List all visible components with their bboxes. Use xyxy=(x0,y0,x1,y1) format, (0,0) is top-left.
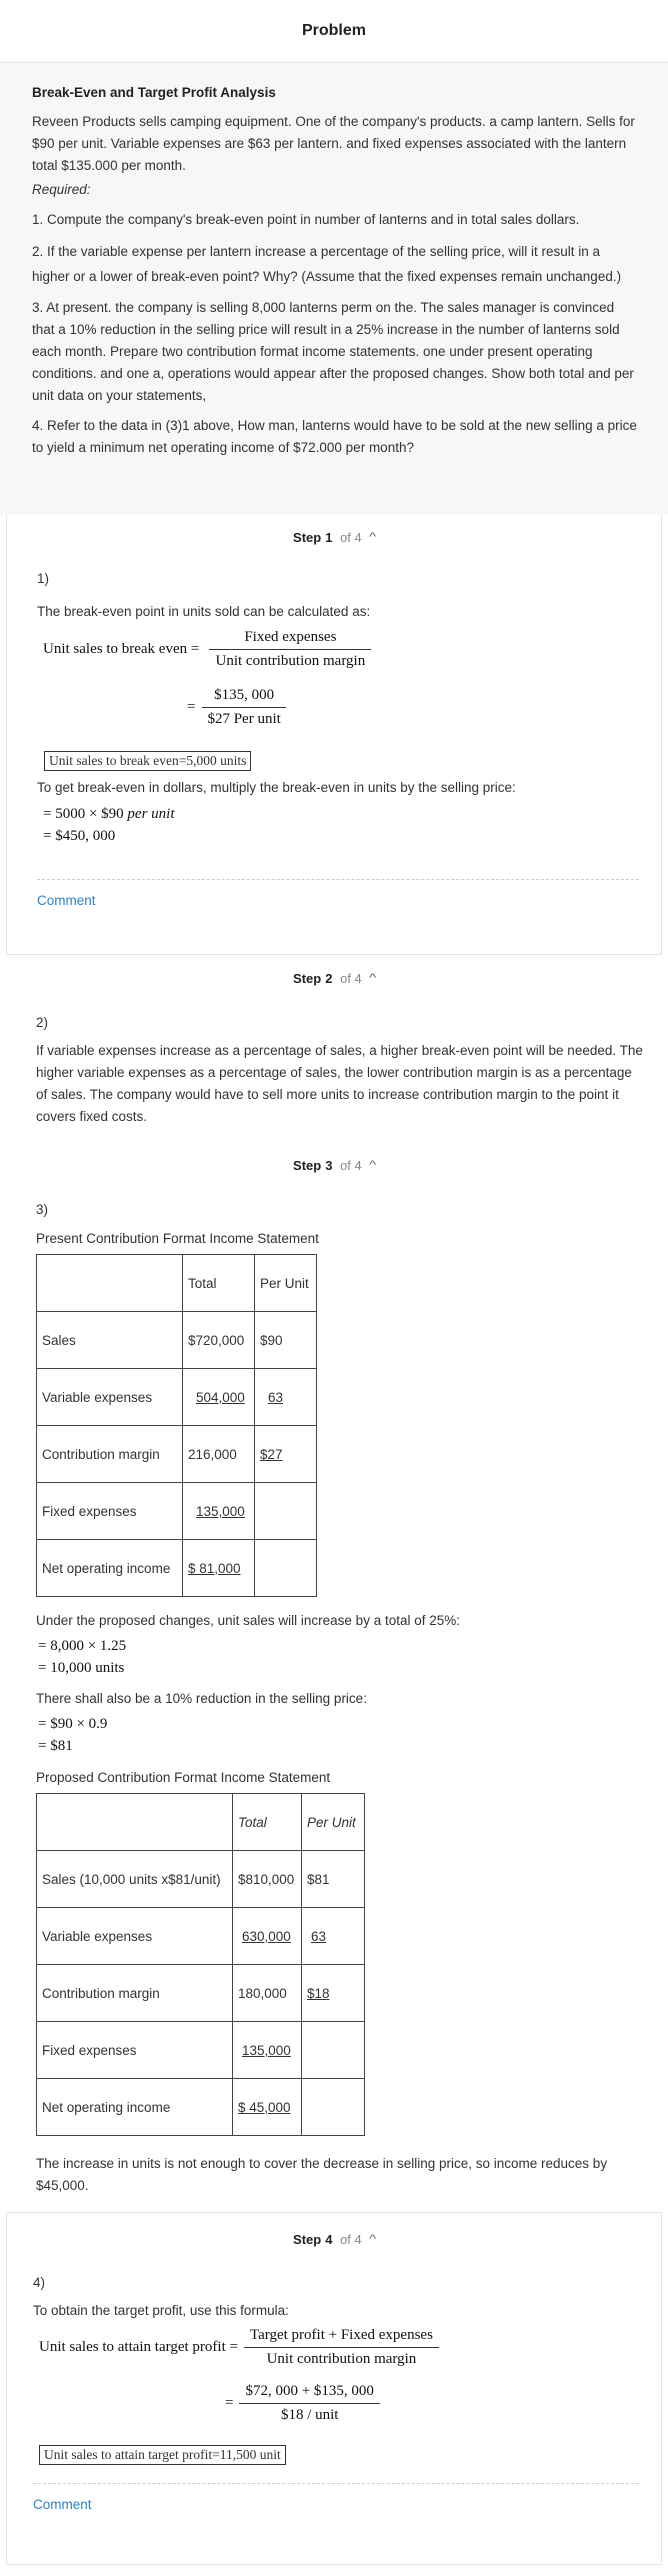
units-increase-text: Under the proposed changes, unit sales will increase by a total of 25%: xyxy=(36,1613,460,1628)
step-3-label: Step xyxy=(293,1157,322,1173)
table-header-cell xyxy=(37,1255,183,1312)
table-cell: 180,000 xyxy=(233,1965,302,2022)
table-cell: $720,000 xyxy=(183,1312,255,1369)
table-row xyxy=(37,2079,365,2136)
equals-sign: = xyxy=(229,2339,238,2355)
step-4-number: 4 xyxy=(325,2231,333,2247)
table-cell: Fixed expenses xyxy=(37,2022,233,2079)
calc-line-2: = $81 xyxy=(38,1738,73,1754)
table-row xyxy=(37,1426,317,1483)
chevron-up-icon[interactable]: ^ xyxy=(368,531,376,543)
break-even-result: Unit sales to break even=5,000 units xyxy=(44,751,251,771)
table-cell: Fixed expenses xyxy=(37,1483,183,1540)
table-row xyxy=(37,1908,365,1965)
step-1-number-label: 1) xyxy=(37,571,50,586)
fraction-values xyxy=(239,2383,379,2424)
fraction-values xyxy=(201,687,286,728)
step-2-label: Step xyxy=(293,970,322,986)
page-title: Problem xyxy=(301,22,366,39)
step-1-text: The break-even point in units sold can be calculated as: xyxy=(37,604,371,619)
fraction-numerator: Fixed expenses xyxy=(209,629,371,650)
table-row xyxy=(37,1483,317,1540)
fraction-general xyxy=(209,629,371,670)
fraction-numerator: $72, 000 + $135, 000 xyxy=(239,2383,379,2404)
table-cell: 63 xyxy=(311,1928,327,1944)
table-header-cell: Per Unit xyxy=(255,1255,317,1312)
step-1-number: 1 xyxy=(325,529,333,545)
table-cell: Net operating income xyxy=(37,2079,233,2136)
step-1-header[interactable] xyxy=(7,527,661,547)
fraction-denominator: Unit contribution margin xyxy=(266,2351,417,2367)
step-1-section xyxy=(6,515,662,955)
table-cell: $810,000 xyxy=(233,1851,302,1908)
fraction-numerator: $135, 000 xyxy=(202,687,286,708)
table-cell xyxy=(302,2079,365,2136)
break-even-formula xyxy=(43,629,371,670)
fraction-numerator: Target profit + Fixed expenses xyxy=(244,2327,439,2348)
break-even-dollars-calc xyxy=(43,803,175,847)
table-cell: 504,000 xyxy=(196,1389,245,1405)
step-1-dollars-text: To get break-even in dollars, multiply the break-even in units by the selling price: xyxy=(37,780,516,795)
fraction-general xyxy=(244,2327,439,2368)
step-3-of: of 4 xyxy=(340,1157,362,1173)
step-3-conclusion: The increase in units is not enough to cover the decrease in selling price, so income reduces by $45,000. xyxy=(36,2156,608,2193)
step-2-text: If variable expenses increase as a percentage of sales, a higher break-even point will be needed. The higher variable expenses as a percentage of sales, the lower contribution margin is as a percentage of sales. The company would have to sell more units to increase contribution margin to the point it covers fixed costs. xyxy=(36,1043,643,1124)
table-cell: 216,000 xyxy=(183,1426,255,1483)
present-statement-title: Present Contribution Format Income Statement xyxy=(36,1231,319,1246)
step-4-label: Step xyxy=(293,2231,322,2247)
table-cell: $90 xyxy=(255,1312,317,1369)
table-cell: Variable expenses xyxy=(37,1908,233,1965)
equals-sign: = xyxy=(225,2395,234,2411)
table-cell: $18 xyxy=(307,1985,330,2001)
calc-unit: per unit xyxy=(127,806,175,822)
step-4-of: of 4 xyxy=(340,2231,362,2247)
formula-lhs: Unit sales to attain target profit xyxy=(39,2339,226,2355)
calc-line-1: = $90 × 0.9 xyxy=(38,1716,108,1732)
problem-title: Break-Even and Target Profit Analysis xyxy=(32,85,276,100)
question-3: 3. At present. the company is selling 8,000 lanterns perm on the. The sales manager is convinced that a 10% reduction in the selling price will result in a 25% increase in the number of lanterns sold each month. Prepare two contribution format income statements. one under present operating conditions. and one a, operations would appear after the proposed changes. Show both total and per unit data on your statements, xyxy=(32,300,634,403)
table-cell: $ 45,000 xyxy=(238,2099,291,2115)
table-row xyxy=(37,1312,317,1369)
price-calc xyxy=(38,1713,107,1757)
step-3-section xyxy=(0,1150,668,2210)
table-row xyxy=(37,1540,317,1597)
table-cell: Contribution margin xyxy=(37,1965,233,2022)
table-cell: Contribution margin xyxy=(37,1426,183,1483)
formula-lhs: Unit sales to break even xyxy=(43,641,188,657)
table-cell: Net operating income xyxy=(37,1540,183,1597)
table-row xyxy=(37,1369,317,1426)
table-cell: 135,000 xyxy=(196,1503,245,1519)
step-2-section xyxy=(0,955,668,1150)
question-2: 2. If the variable expense per lantern increase a percentage of the selling price, will it result in a higher or a lower of break-even point? Why? (Assume that the fixed expenses remain unchanged.) xyxy=(32,244,622,284)
step-1-label: Step xyxy=(293,529,322,545)
table-cell: $81 xyxy=(302,1851,365,1908)
calc-line-1: = 8,000 × 1.25 xyxy=(38,1638,127,1654)
problem-intro: Reveen Products sells camping equipment. One of the company's products. a camp lantern. Sells for $90 per unit. Variable expenses are $63 per lantern. and fixed expenses associated with the lantern total $135.000 per month. xyxy=(32,114,635,173)
table-cell xyxy=(302,2022,365,2079)
present-income-table xyxy=(36,1254,317,1597)
question-4: 4. Refer to the data in (3)1 above, How man, lanterns would have to be sold at the new selling a price to yield a minimum net operating income of $72.000 per month? xyxy=(32,418,637,455)
table-row xyxy=(37,1851,365,1908)
fraction-denominator: Unit contribution margin xyxy=(215,653,366,669)
divider xyxy=(37,879,639,880)
table-cell xyxy=(255,1483,317,1540)
comment-link[interactable]: Comment xyxy=(37,893,96,908)
step-2-number-label: 2) xyxy=(36,1015,49,1030)
table-header-cell xyxy=(37,1794,233,1851)
step-4-header[interactable] xyxy=(7,2229,661,2249)
step-2-of: of 4 xyxy=(340,970,362,986)
table-row xyxy=(37,1965,365,2022)
units-calc xyxy=(38,1635,126,1679)
table-cell: $ 81,000 xyxy=(188,1560,241,1576)
table-header-cell: Total xyxy=(183,1255,255,1312)
step-1-of: of 4 xyxy=(340,529,362,545)
calc-line-1: = 5000 × $90 xyxy=(43,806,124,822)
target-profit-result: Unit sales to attain target profit=11,500 unit xyxy=(39,2445,286,2465)
target-profit-formula xyxy=(39,2327,439,2368)
calc-line-2: = $450, 000 xyxy=(43,828,116,844)
table-cell: 630,000 xyxy=(242,1928,291,1944)
price-reduction-text: There shall also be a 10% reduction in the selling price: xyxy=(36,1691,367,1706)
table-header-cell: Per Unit xyxy=(302,1794,365,1851)
step-3-number: 3 xyxy=(325,1157,333,1173)
equals-sign: = xyxy=(187,699,196,715)
table-cell: Sales (10,000 units x$81/unit) xyxy=(37,1851,233,1908)
table-row xyxy=(37,1255,317,1312)
fraction-denominator: $27 Per unit xyxy=(207,711,281,727)
break-even-substitution xyxy=(187,687,287,728)
problem-panel xyxy=(0,63,668,515)
table-cell: 63 xyxy=(268,1389,284,1405)
table-row xyxy=(37,1794,365,1851)
divider xyxy=(33,2483,639,2484)
equals-sign: = xyxy=(190,641,200,657)
step-4-text: To obtain the target profit, use this formula: xyxy=(33,2303,289,2318)
table-cell: Variable expenses xyxy=(37,1369,183,1426)
fraction-denominator: $18 / unit xyxy=(280,2407,339,2423)
chevron-up-icon[interactable]: ^ xyxy=(368,2233,376,2245)
step-4-number-label: 4) xyxy=(33,2275,46,2290)
comment-link[interactable]: Comment xyxy=(33,2497,92,2512)
proposed-income-table xyxy=(36,1793,365,2136)
table-cell xyxy=(255,1540,317,1597)
proposed-statement-title: Proposed Contribution Format Income Statement xyxy=(36,1770,331,1785)
table-cell: Sales xyxy=(37,1312,183,1369)
table-cell: $27 xyxy=(260,1446,283,1462)
step-2-number: 2 xyxy=(325,970,333,986)
chevron-up-icon[interactable]: ^ xyxy=(368,972,376,984)
step-2-header[interactable] xyxy=(0,968,668,988)
target-profit-substitution xyxy=(225,2383,380,2424)
question-1: 1. Compute the company's break-even point in number of lanterns and in total sales dollars. xyxy=(32,212,580,227)
step-3-number-label: 3) xyxy=(36,1202,49,1217)
step-4-section xyxy=(6,2212,662,2565)
table-cell: 135,000 xyxy=(242,2042,291,2058)
chevron-up-icon[interactable]: ^ xyxy=(368,1159,376,1171)
required-label: Required: xyxy=(32,182,91,197)
top-bar xyxy=(0,0,668,63)
table-row xyxy=(37,2022,365,2079)
table-header-cell: Total xyxy=(233,1794,302,1851)
calc-line-2: = 10,000 units xyxy=(38,1660,125,1676)
step-3-header[interactable] xyxy=(0,1155,668,1175)
